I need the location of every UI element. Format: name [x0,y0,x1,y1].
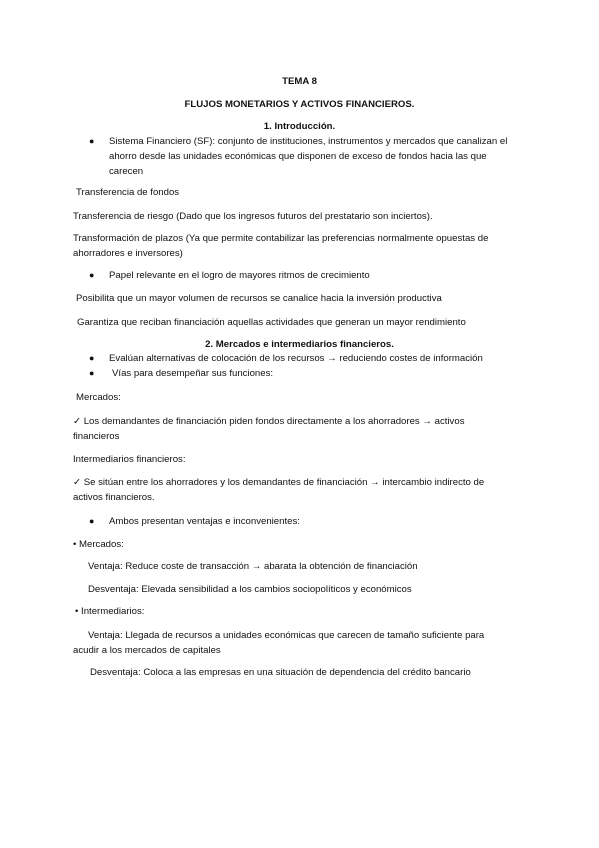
intermediarios-desventaja: Desventaja: Coloca a las empresas en una situación de dependencia del crédito bancario [90,667,471,678]
sf-definition-line3: carecen [109,166,144,177]
section1-heading: 1. Introducción. [263,121,336,132]
intermediarios-label: Intermediarios financieros: [73,454,186,465]
intermediarios-desc-line2: activos financieros. [73,492,155,503]
intermediarios-ventaja-line2: acudir a los mercados de capitales [73,645,221,656]
vias-funciones: Vías para desempeñar sus funciones: [112,368,274,379]
transformacion-plazos-line2: ahorradores e inversores) [73,248,183,259]
bullet-icon: ● [89,136,95,146]
posibilita-recursos: Posibilita que un mayor volumen de recursos se canalice hacia la inversión productiva [76,293,442,304]
mercados-label: Mercados: [76,392,121,403]
intermediarios-sublabel: • Intermediarios: [75,606,145,617]
bullet-icon: ● [89,516,95,526]
mercados-sublabel: • Mercados: [73,539,124,550]
papel-relevante: Papel relevante en el logro de mayores ritmos de crecimiento [109,270,370,281]
section2-heading: 2. Mercados e intermediarios financieros. [205,339,394,350]
evaluan-alternativas: Evalúan alternativas de colocación de los recursos → reduciendo costes de información [109,353,483,364]
sf-definition-line2: ahorro desde las unidades económicas que disponen de exceso de fondos hacia las que [109,151,487,162]
ventajas-inconvenientes: Ambos presentan ventajas e inconvenientes: [109,516,300,527]
transferencia-riesgo: Transferencia de riesgo (Dado que los ingresos futuros del prestatario son inciertos). [73,211,433,222]
garantiza-financiacion: Garantiza que reciban financiación aquellas actividades que generan un mayor rendimiento [77,317,466,328]
sf-definition-line1: Sistema Financiero (SF): conjunto de instituciones, instrumentos y mercados que canalizan el [109,136,508,147]
mercados-desc-line1: ✓ Los demandantes de financiación piden fondos directamente a los ahorradores → activos [73,416,465,427]
bullet-icon: ● [89,368,95,378]
transferencia-fondos: Transferencia de fondos [76,187,180,198]
document-title: FLUJOS MONETARIOS Y ACTIVOS FINANCIEROS. [184,99,415,110]
bullet-icon: ● [89,353,95,363]
tema-heading: TEMA 8 [282,76,317,87]
intermediarios-desc-line1: ✓ Se sitúan entre los ahorradores y los demandantes de financiación → intercambio indirecto de [73,477,485,488]
mercados-desc-line2: financieros [73,431,120,442]
mercados-desventaja: Desventaja: Elevada sensibilidad a los cambios sociopolíticos y económicos [88,584,412,595]
bullet-icon: ● [89,270,95,280]
transformacion-plazos-line1: Transformación de plazos (Ya que permite contabilizar las preferencias normalmente opuestas de [73,233,489,244]
mercados-ventaja: Ventaja: Reduce coste de transacción → abarata la obtención de financiación [88,561,418,572]
intermediarios-ventaja-line1: Ventaja: Llegada de recursos a unidades económicas que carecen de tamaño suficiente para [88,630,485,641]
